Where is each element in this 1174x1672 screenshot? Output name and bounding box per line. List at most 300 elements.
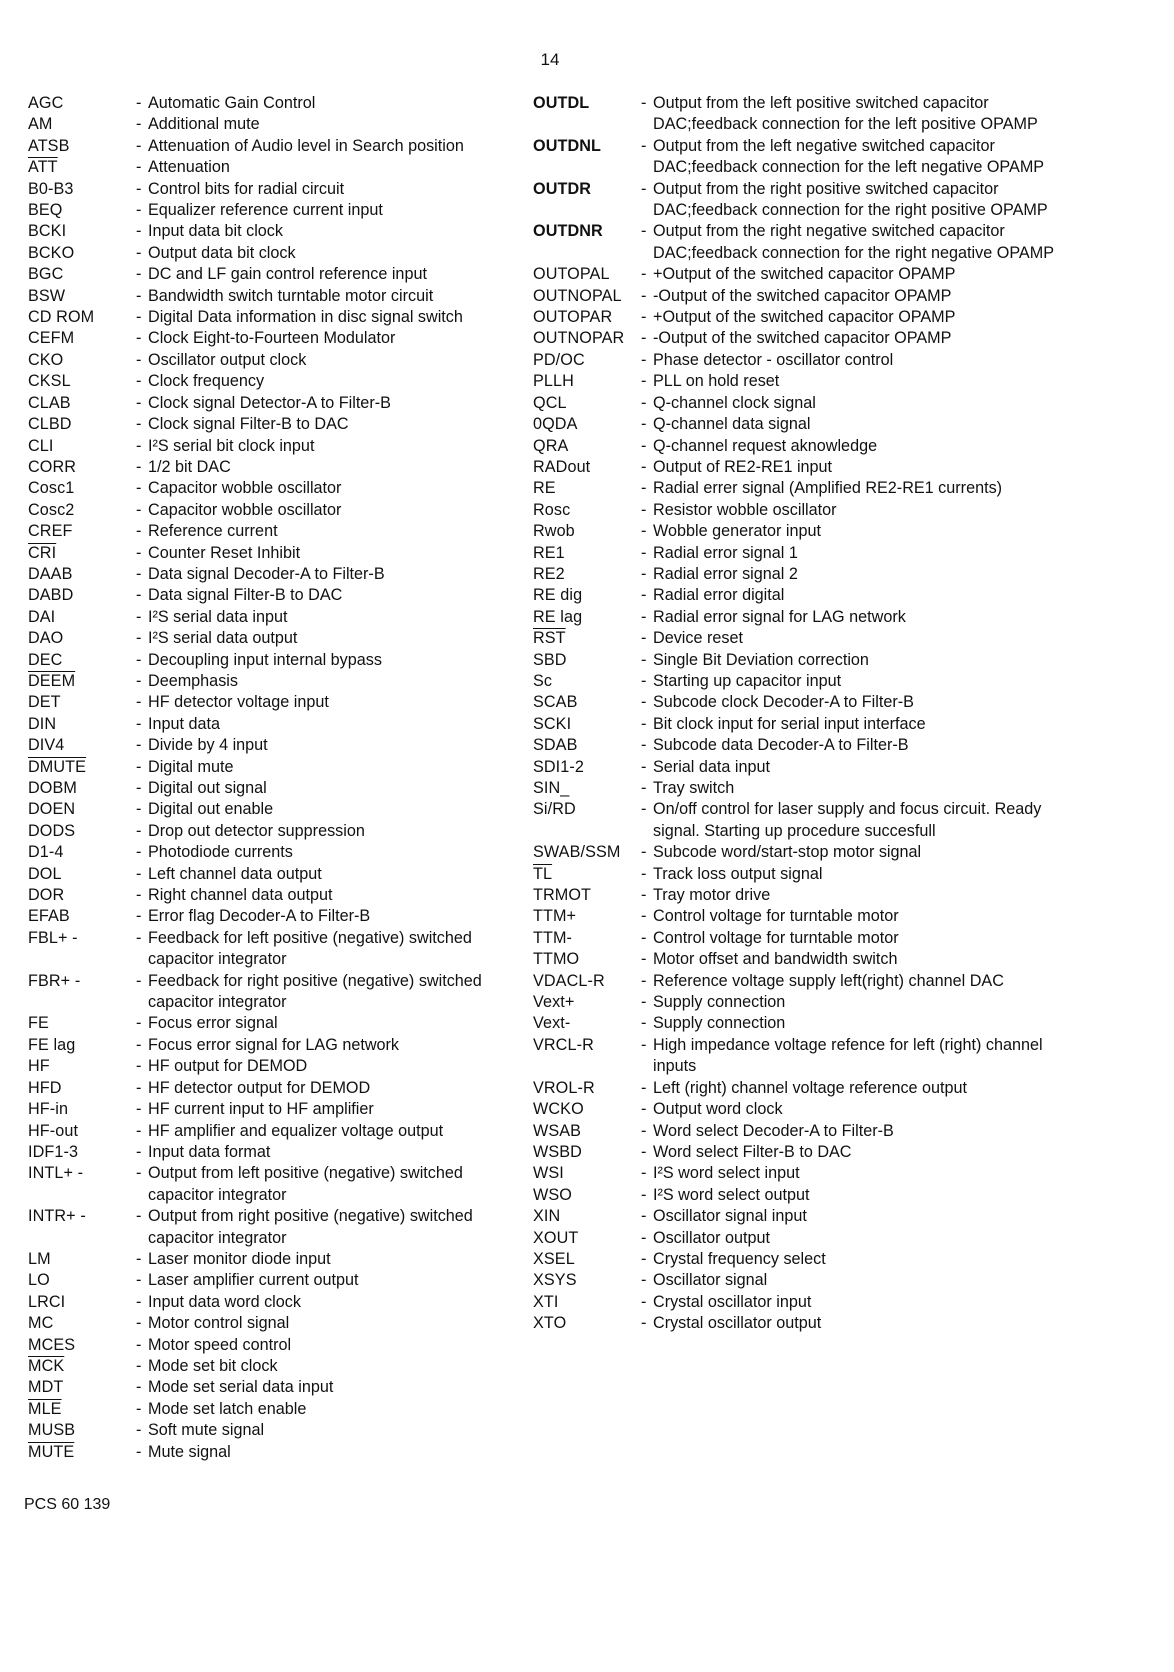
entry-dash: - [641,757,647,776]
entry-abbreviation: OUTNOPAR [533,329,625,348]
entry-dash: - [641,928,647,947]
entry-abbreviation: TTM+ [533,907,577,926]
entry-description-text: Radial errer signal (Amplified RE2-RE1 currents) [653,479,1003,498]
entry-description-text: Radial error signal for LAG network [653,607,906,626]
entry-description-text: Single Bit Deviation correction [653,650,869,669]
glossary-entry [533,393,1073,414]
entry-dash: - [136,1356,142,1375]
entry-dash: - [136,94,142,112]
entry-dash: - [136,1292,142,1311]
entry-dash: - [641,436,647,455]
entry-description [641,585,1073,606]
glossary-entry [28,350,498,371]
entry-description [641,371,1073,392]
entry-dash: - [136,522,142,541]
entry-dash: - [136,1442,142,1461]
entry-description-text: Digital mute [148,757,234,776]
entry-description [641,307,1073,328]
entry-description-text: Output from the right negative switched capacitor DAC;feedback connection for the right negative OPAMP [653,222,1055,262]
glossary-entry [28,564,498,585]
glossary-entry [533,371,1073,392]
glossary-entry [28,757,498,778]
glossary-entry [533,885,1073,906]
entry-dash: - [641,457,647,476]
glossary-entry [28,1121,498,1142]
entry-description [641,906,1073,927]
entry-description [136,821,498,842]
entry-abbreviation: 0QDA [533,415,578,434]
entry-description-text: Phase detector - oscillator control [653,350,894,369]
glossary-entry [28,307,498,328]
glossary-entry [28,1206,498,1249]
entry-description-text: Mode set latch enable [148,1399,307,1418]
entry-abbreviation: RE dig [533,586,583,605]
entry-dash: - [136,1378,142,1397]
entry-description-text: Drop out detector suppression [148,821,365,840]
entry-description [136,1356,498,1377]
entry-dash: - [641,543,647,562]
entry-abbreviation: $\overline{TL}$ [533,864,553,883]
entry-description-text: Feedback for right positive (negative) switched capacitor integrator [148,971,482,1012]
entry-description-text: Clock signal Filter-B to DAC [148,415,349,434]
entry-abbreviation: DOL [28,864,62,883]
entry-description [136,1121,498,1142]
entry-abbreviation: HF-out [28,1121,79,1140]
glossary-entry [28,906,498,927]
entry-dash: - [641,1078,647,1097]
entry-description-text: Capacitor wobble oscillator [148,500,342,519]
entry-abbreviation: DOEN [28,800,76,819]
entry-dash: - [641,950,647,969]
entry-description [136,1035,498,1056]
entry-dash: - [136,115,142,134]
entry-description [641,1313,1073,1334]
glossary-entry [533,692,1073,713]
entry-dash: - [641,1164,647,1183]
entry-description-text: Left channel data output [148,864,322,883]
entry-description-text: Subcode word/start-stop motor signal [653,843,922,862]
entry-abbreviation: BGC [28,265,64,284]
entry-abbreviation: $\overline{CRI}$ [28,543,57,562]
left-glossary-column [28,93,498,1463]
entry-description-text: Divide by 4 input [148,736,268,755]
entry-dash: - [136,350,142,369]
entry-abbreviation: CKSL [28,372,71,391]
entry-dash: - [136,907,142,926]
entry-dash: - [136,1014,142,1033]
entry-description [136,1292,498,1313]
entry-abbreviation: CORR [28,457,77,476]
entry-description [136,500,498,521]
entry-abbreviation: OUTDL [533,94,590,112]
glossary-entry [28,328,498,349]
entry-dash: - [641,1314,647,1333]
entry-description [641,1270,1073,1291]
entry-description [136,521,498,542]
entry-description-text: +Output of the switched capacitor OPAMP [653,265,956,284]
entry-dash: - [136,201,142,220]
entry-description-text: Attenuation of Audio level in Search position [148,136,464,155]
entry-description-text: Word select Decoder-A to Filter-B [653,1121,894,1140]
entry-abbreviation: IDF1-3 [28,1142,79,1161]
glossary-entry [533,799,1073,842]
glossary-entry [28,221,498,242]
glossary-entry [28,1056,498,1077]
entry-description-text: Clock frequency [148,372,265,391]
entry-dash: - [136,1399,142,1418]
entry-abbreviation: XTO [533,1314,567,1333]
entry-description [136,179,498,200]
glossary-entry [28,393,498,414]
entry-abbreviation: RE lag [533,607,583,626]
entry-abbreviation: EFAB [28,907,70,926]
entry-abbreviation: DOR [28,886,65,905]
entry-description [641,1228,1073,1249]
entry-dash: - [641,136,647,155]
entry-dash: - [136,222,142,241]
entry-description-text: Output word clock [653,1100,783,1119]
entry-description [641,414,1073,435]
glossary-entry [533,1121,1073,1142]
entry-description [641,93,1073,136]
glossary-entry [533,757,1073,778]
entry-dash: - [641,886,647,905]
entry-description-text: I²S serial bit clock input [148,436,315,455]
entry-dash: - [136,179,142,198]
entry-abbreviation: DOBM [28,779,77,797]
entry-dash: - [136,843,142,862]
entry-description-text: Control voltage for turntable motor [653,928,899,947]
document-code: PCS 60 139 [24,1496,111,1513]
entry-description [136,457,498,478]
entry-abbreviation: ATSB [28,136,70,155]
entry-description [136,436,498,457]
entry-description [641,179,1073,222]
glossary-entry [28,457,498,478]
glossary-entry [533,350,1073,371]
entry-description [641,436,1073,457]
entry-dash: - [136,436,142,455]
entry-description-text: Serial data input [653,757,770,776]
entry-description-text: Output from left positive (negative) switched capacitor integrator [148,1164,463,1204]
entry-abbreviation: MCES [28,1335,76,1354]
entry-description [136,543,498,564]
entry-abbreviation: DAI [28,607,56,626]
entry-dash: - [136,779,142,797]
glossary-entry [533,264,1073,285]
entry-description-text: Data signal Filter-B to DAC [148,586,343,605]
entry-description [641,949,1073,970]
entry-dash: - [641,222,647,241]
glossary-entry [28,114,498,135]
entry-description-text: 1/2 bit DAC [148,457,231,476]
glossary-entry [533,607,1073,628]
entry-abbreviation: HF-in [28,1100,69,1119]
entry-dash: - [641,522,647,541]
entry-description [136,1313,498,1334]
glossary-entry [28,1313,498,1334]
entry-abbreviation: SBD [533,650,567,669]
glossary-entry [533,906,1073,927]
entry-abbreviation: Rosc [533,500,571,519]
entry-description [136,93,498,114]
entry-dash: - [641,372,647,391]
entry-dash: - [136,1035,142,1054]
entry-dash: - [641,736,647,755]
glossary-entry [533,671,1073,692]
entry-abbreviation: LRCI [28,1292,66,1311]
entry-description [136,286,498,307]
glossary-entry [28,735,498,756]
entry-description [641,735,1073,756]
entry-dash: - [641,1207,647,1226]
entry-abbreviation: DIN [28,714,57,733]
entry-description-text: Control voltage for turntable motor [653,907,899,926]
entry-description-text: Left (right) channel voltage reference output [653,1078,968,1097]
glossary-entry [533,992,1073,1013]
glossary-entry [533,585,1073,606]
entry-dash: - [641,500,647,519]
glossary-entry [28,1013,498,1034]
entry-description-text: HF current input to HF amplifier [148,1100,374,1119]
entry-description [136,1377,498,1398]
entry-dash: - [136,286,142,305]
entry-dash: - [641,714,647,733]
glossary-entry [28,1335,498,1356]
entry-description [136,564,498,585]
entry-description-text: Oscillator output [653,1228,770,1247]
entry-description-text: Bit clock input for serial input interface [653,714,926,733]
entry-description-text: Motor control signal [148,1314,290,1333]
entry-description-text: I²S word select output [653,1185,810,1204]
entry-abbreviation: FBL+ - [28,928,78,947]
entry-abbreviation: Rwob [533,522,575,541]
entry-description [641,221,1073,264]
entry-dash: - [136,693,142,712]
glossary-entry [533,714,1073,735]
entry-description [136,757,498,778]
entry-abbreviation: Vext+ [533,993,575,1012]
entry-description [136,928,498,971]
glossary-entry [533,1035,1073,1078]
entry-description-text: Additional mute [148,115,260,134]
entry-description-text: Device reset [653,629,743,648]
glossary-entry [533,179,1073,222]
glossary-entry [28,799,498,820]
entry-description [641,778,1073,799]
entry-abbreviation: RE [533,479,556,498]
entry-dash: - [136,736,142,755]
entry-description [641,1013,1073,1034]
entry-abbreviation: AM [28,115,53,134]
entry-description [641,478,1073,499]
entry-abbreviation: Si/RD [533,800,576,819]
entry-abbreviation: DAO [28,629,64,648]
entry-abbreviation: MDT [28,1378,64,1397]
entry-description [641,500,1073,521]
entry-description-text: Decoupling input internal bypass [148,650,382,669]
entry-abbreviation: HFD [28,1078,62,1097]
entry-dash: - [136,607,142,626]
entry-abbreviation: INTR+ - [28,1207,86,1226]
entry-dash: - [641,308,647,327]
entry-description [136,114,498,135]
glossary-entry [533,328,1073,349]
glossary-entry [28,500,498,521]
entry-description-text: Digital out enable [148,800,274,819]
entry-abbreviation: CD ROM [28,308,95,327]
glossary-entry [28,778,498,799]
entry-dash: - [641,350,647,369]
entry-description-text: Tray motor drive [653,886,771,905]
glossary-entry [28,1442,498,1463]
glossary-entry [533,1313,1073,1334]
entry-abbreviation: TTM- [533,928,573,947]
glossary-entry [28,1163,498,1206]
entry-description [136,842,498,863]
entry-description-text: Input data [148,714,221,733]
entry-abbreviation: CLBD [28,415,72,434]
entry-description-text: Oscillator output clock [148,350,307,369]
entry-abbreviation: SWAB/SSM [533,843,621,862]
entry-dash: - [136,586,142,605]
glossary-entry [28,885,498,906]
entry-dash: - [136,1249,142,1268]
entry-description [641,757,1073,778]
entry-description [136,1013,498,1034]
entry-description-text: Output from right positive (negative) switched capacitor integrator [148,1207,473,1247]
entry-abbreviation: TRMOT [533,886,592,905]
entry-description-text: Equalizer reference current input [148,201,383,220]
glossary-entry [533,1142,1073,1163]
glossary-entry [28,1356,498,1377]
entry-abbreviation: VDACL-R [533,971,605,990]
entry-description-text: Reference current [148,522,278,541]
entry-description [136,478,498,499]
entry-description [136,906,498,927]
entry-abbreviation: AGC [28,94,64,112]
entry-abbreviation: PD/OC [533,350,585,369]
entry-dash: - [136,1142,142,1161]
entry-description-text: Crystal frequency select [653,1249,826,1268]
entry-description-text: Radial error digital [653,586,785,605]
entry-dash: - [136,757,142,776]
entry-abbreviation: DIV4 [28,736,65,755]
glossary-entry [28,157,498,178]
entry-dash: - [136,265,142,284]
glossary-entry [28,200,498,221]
entry-description-text: Resistor wobble oscillator [653,500,837,519]
entry-abbreviation: RE2 [533,564,565,583]
entry-description-text: High impedance voltage refence for left (right) channel inputs [653,1035,1043,1076]
entry-description-text: Track loss output signal [653,864,823,883]
entry-description-text: Right channel data output [148,886,333,905]
entry-description [641,1249,1073,1270]
entry-description [136,371,498,392]
entry-abbreviation: DAAB [28,564,73,583]
entry-description [641,1292,1073,1313]
entry-dash: - [641,1271,647,1290]
entry-dash: - [641,971,647,990]
entry-dash: - [641,1142,647,1161]
entry-dash: - [641,1121,647,1140]
glossary-entry [533,1228,1073,1249]
entry-description-text: Mode set serial data input [148,1378,334,1397]
entry-dash: - [136,1335,142,1354]
entry-abbreviation: DEEM [28,671,76,690]
entry-abbreviation: $\overline{MCK}$ [28,1356,65,1375]
entry-description [136,393,498,414]
entry-description-text: Counter Reset Inhibit [148,543,301,562]
glossary-entry [28,821,498,842]
entry-description [641,564,1073,585]
glossary-entry [28,436,498,457]
glossary-entry [533,93,1073,136]
entry-abbreviation: WSO [533,1185,572,1204]
entry-description-text: -Output of the switched capacitor OPAMP [653,329,952,348]
entry-description [136,157,498,178]
entry-description-text: Subcode clock Decoder-A to Filter-B [653,693,914,712]
glossary-entry [28,585,498,606]
glossary-entry [533,842,1073,863]
entry-description [136,650,498,671]
entry-description [136,1056,498,1077]
entry-dash: - [136,136,142,155]
entry-abbreviation: DABD [28,586,74,605]
entry-dash: - [641,1292,647,1311]
entry-description [136,1270,498,1291]
entry-abbreviation: CLI [28,436,54,455]
entry-abbreviation: $\overline{MLE}$ [28,1399,62,1418]
entry-description-text: Error flag Decoder-A to Filter-B [148,907,371,926]
entry-description-text: Input data word clock [148,1292,301,1311]
entry-dash: - [641,629,647,648]
entry-abbreviation: SIN_ [533,779,570,797]
entry-dash: - [641,864,647,883]
glossary-entry [28,1377,498,1398]
glossary-entry [28,521,498,542]
entry-abbreviation: $\overline{RST}$ [533,629,566,648]
entry-abbreviation: DEC [28,650,63,669]
entry-dash: - [136,671,142,690]
entry-description [641,992,1073,1013]
entry-description [641,328,1073,349]
glossary-entry [28,1270,498,1291]
entry-abbreviation: WSAB [533,1121,582,1140]
entry-abbreviation: OUTNOPAL [533,286,622,305]
glossary-entry [28,650,498,671]
glossary-entry [28,842,498,863]
glossary-entry [28,864,498,885]
entry-description-text: I²S word select input [653,1164,800,1183]
entry-dash: - [136,372,142,391]
glossary-entry [28,1035,498,1056]
glossary-entry [533,864,1073,885]
entry-abbreviation: PLLH [533,372,574,391]
entry-abbreviation: LM [28,1249,51,1268]
glossary-entry [28,1142,498,1163]
entry-abbreviation: DODS [28,821,76,840]
entry-abbreviation: RE1 [533,543,565,562]
glossary-entry [533,1163,1073,1184]
glossary-entry [533,1270,1073,1291]
glossary-entry [533,564,1073,585]
entry-description [136,1399,498,1420]
entry-description [641,264,1073,285]
entry-dash: - [641,393,647,412]
entry-dash: - [136,1121,142,1140]
glossary-entry [28,971,498,1014]
